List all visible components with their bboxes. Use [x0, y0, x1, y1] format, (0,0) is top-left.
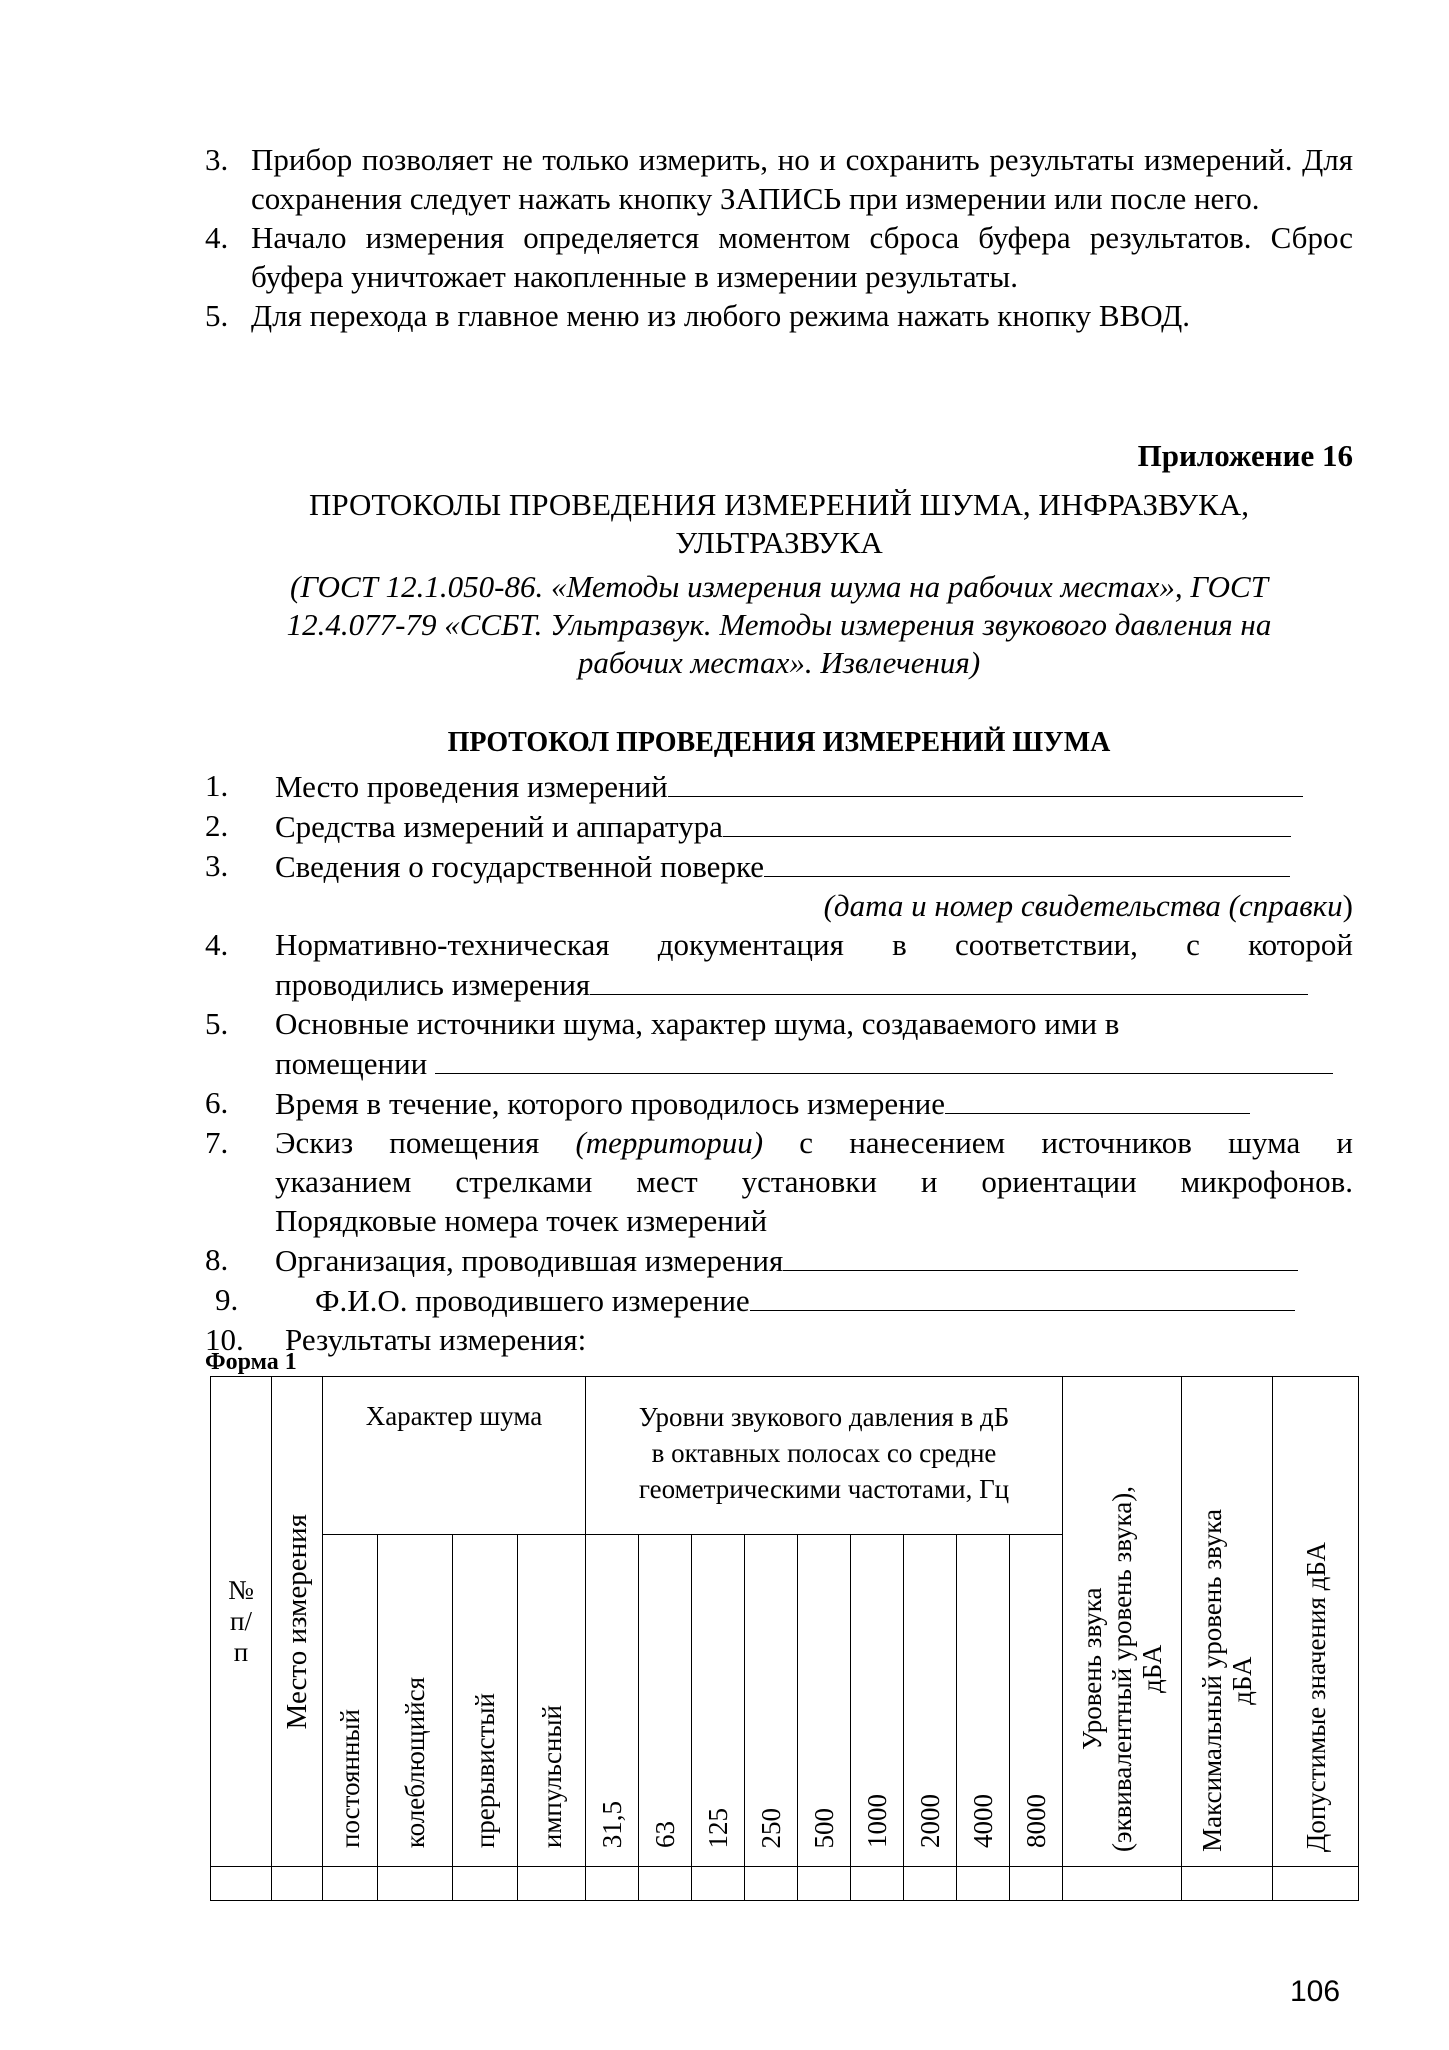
frequency-cell — [1010, 1535, 1063, 1867]
table-cell[interactable] — [904, 1867, 957, 1901]
sound-level-line: Уровень звука — [1077, 1587, 1107, 1751]
heading-subtitle-line: (ГОСТ 12.1.050-86. «Методы измерения шума на рабочих местах», ГОСТ — [290, 569, 1268, 604]
field-number: 9. — [215, 1282, 239, 1317]
spl-header-line: в октавных полосах со средне — [651, 1438, 997, 1468]
results-table — [210, 1376, 1359, 1901]
intro-item-number: 3. — [205, 142, 229, 177]
frequency-label: 8000 — [1021, 1794, 1051, 1848]
protocol-title: ПРОТОКОЛ ПРОВЕДЕНИЯ ИЗМЕРЕНИЙ ШУМА — [447, 727, 1111, 758]
max-level-label — [1197, 1509, 1257, 1852]
frequency-label: 2000 — [915, 1794, 945, 1848]
intro-item-number: 4. — [205, 220, 229, 255]
fill-line[interactable] — [435, 1043, 1333, 1074]
table-cell[interactable] — [378, 1867, 453, 1901]
noise-type-cell — [453, 1535, 518, 1867]
frequency-cell — [586, 1535, 639, 1867]
field-item — [205, 1123, 1353, 1240]
frequency-label: 500 — [809, 1807, 839, 1848]
table-cell[interactable] — [518, 1867, 586, 1901]
field-label: Сведения о государственной поверке — [275, 849, 764, 884]
field-item — [205, 846, 1353, 886]
table-cell[interactable] — [453, 1867, 518, 1901]
field-label-part: с нанесением источников шума и — [763, 1125, 1353, 1160]
field-number: 7. — [205, 1125, 229, 1160]
page-number: 106 — [1290, 1975, 1341, 2008]
table-cell[interactable] — [1182, 1867, 1273, 1901]
field-item — [205, 806, 1353, 846]
frequency-cell — [851, 1535, 904, 1867]
field-label-cont: указанием стрелками мест установки и ориентации микрофонов. — [275, 1164, 1353, 1199]
sound-level-header — [1063, 1377, 1182, 1867]
frequency-label: 250 — [756, 1807, 786, 1848]
fill-line[interactable] — [945, 1083, 1250, 1114]
table-cell[interactable] — [957, 1867, 1010, 1901]
field-number: 3. — [205, 848, 229, 883]
sound-level-line: дБА — [1137, 1644, 1167, 1694]
verification-note — [205, 886, 1353, 925]
table-cell[interactable] — [1010, 1867, 1063, 1901]
table-cell[interactable] — [272, 1867, 323, 1901]
field-number: 8. — [205, 1242, 229, 1277]
field-label-cont: проводились измерения — [275, 967, 591, 1002]
intro-item — [205, 296, 1353, 335]
fill-line[interactable] — [590, 964, 1308, 995]
field-number: 6. — [205, 1085, 229, 1120]
field-label-part: Эскиз помещения — [275, 1125, 576, 1160]
heading-subtitle-line: рабочих местах». Извлечения) — [577, 645, 981, 680]
field-number: 4. — [205, 927, 229, 962]
field-item — [205, 1004, 1353, 1083]
frequency-cell — [639, 1535, 692, 1867]
field-label: Средства измерений и аппаратура — [275, 809, 723, 844]
field-label: Результаты измерения: — [285, 1322, 587, 1357]
sound-level-label — [1077, 1486, 1167, 1852]
field-item — [205, 766, 1353, 806]
field-label: Основные источники шума, характер шума, создаваемого ими в — [275, 1006, 1120, 1041]
heading-subtitle-line: 12.4.077-79 «ССБТ. Ультразвук. Методы измерения звукового давления на — [286, 607, 1272, 642]
table-cell[interactable] — [1273, 1867, 1359, 1901]
verification-note-text: (дата и номер свидетельства (справки — [823, 888, 1343, 923]
table-cell[interactable] — [798, 1867, 851, 1901]
table-cell[interactable] — [323, 1867, 378, 1901]
frequency-cell — [798, 1535, 851, 1867]
spl-header-line: Уровни звукового давления в дБ — [638, 1402, 1010, 1432]
fill-line[interactable] — [750, 1280, 1295, 1311]
table-cell[interactable] — [745, 1867, 798, 1901]
frequency-cell — [692, 1535, 745, 1867]
field-number: 2. — [205, 808, 229, 843]
fill-line[interactable] — [764, 846, 1290, 877]
table-cell[interactable] — [211, 1867, 272, 1901]
verification-note-close: ) — [1342, 888, 1353, 923]
heading-subtitle — [205, 568, 1353, 682]
frequency-cell — [904, 1535, 957, 1867]
field-label: Время в течение, которого проводилось измерение — [275, 1086, 946, 1121]
field-label — [275, 1123, 1353, 1162]
intro-item-number: 5. — [205, 298, 229, 333]
spl-header-line: геометрическими частотами, Гц — [638, 1474, 1010, 1504]
noise-type-label: постоянный — [335, 1709, 365, 1848]
table-cell[interactable] — [639, 1867, 692, 1901]
field-item — [205, 925, 1353, 1004]
frequency-label: 4000 — [968, 1794, 998, 1848]
col-number-line: № — [228, 1575, 254, 1605]
fill-line[interactable] — [723, 806, 1291, 837]
frequency-label: 63 — [650, 1821, 680, 1848]
frequency-cell — [745, 1535, 798, 1867]
table-row — [211, 1867, 1359, 1901]
sound-level-line: (эквивалентный уровень звука), — [1107, 1485, 1137, 1852]
spl-header — [586, 1377, 1063, 1535]
field-label: Организация, проводившая измерения — [275, 1243, 784, 1278]
field-number: 10. — [205, 1322, 244, 1357]
intro-item-text: Прибор позволяет не только измерить, но и сохранить результаты измерений. Для сохранения следует нажать кнопку ЗАПИСЬ при измерении или после него. — [251, 142, 1353, 216]
intro-item — [205, 218, 1353, 296]
table-cell[interactable] — [586, 1867, 639, 1901]
allowed-label: Допустимые значения дБА — [1300, 1541, 1331, 1852]
col-place-header — [272, 1377, 323, 1867]
max-level-header — [1182, 1377, 1273, 1867]
table-cell[interactable] — [851, 1867, 904, 1901]
field-label-cont: помещении — [275, 1046, 428, 1081]
noise-type-label: прерывистый — [470, 1692, 500, 1848]
noise-type-label: импульсный — [536, 1704, 567, 1848]
field-number: 5. — [205, 1006, 229, 1041]
main-heading — [205, 486, 1353, 562]
noise-type-label: колеблющийся — [400, 1676, 430, 1848]
field-label-cont: Порядковые номера точек измерений — [275, 1203, 768, 1238]
max-level-line: Максимальный уровень звука — [1197, 1509, 1227, 1852]
col-place-label: Место измерения — [281, 1513, 313, 1730]
field-item — [205, 1320, 1353, 1359]
field-item — [205, 1240, 1353, 1280]
form-label: Форма 1 — [205, 1349, 297, 1375]
main-heading-line: ПРОТОКОЛЫ ПРОВЕДЕНИЯ ИЗМЕРЕНИЙ ШУМА, ИНФРАЗВУКА, — [309, 487, 1249, 522]
field-item — [205, 1280, 1353, 1320]
frequency-label: 125 — [703, 1807, 733, 1848]
table-cell[interactable] — [1063, 1867, 1182, 1901]
noise-type-cell — [518, 1535, 586, 1867]
frequency-label: 31,5 — [597, 1800, 627, 1848]
allowed-header — [1273, 1377, 1359, 1867]
frequency-label: 1000 — [862, 1794, 892, 1848]
noise-character-header: Характер шума — [323, 1377, 586, 1535]
intro-list — [205, 140, 1353, 335]
max-level-line: дБА — [1227, 1656, 1257, 1705]
col-number-line: п — [233, 1637, 249, 1667]
field-label-italic: (территории) — [575, 1125, 764, 1160]
fill-line[interactable] — [783, 1240, 1298, 1271]
noise-type-cell — [378, 1535, 453, 1867]
table-cell[interactable] — [692, 1867, 745, 1901]
intro-item-text: Для перехода в главное меню из любого режима нажать кнопку ВВОД. — [251, 298, 1191, 333]
fill-line[interactable] — [668, 766, 1303, 797]
frequency-cell — [957, 1535, 1010, 1867]
field-label: Нормативно-техническая документация в соответствии, с которой — [275, 927, 1353, 962]
field-number: 1. — [205, 768, 229, 803]
appendix-label: Приложение 16 — [1137, 438, 1353, 473]
col-number-header — [211, 1377, 272, 1867]
protocol-fields — [205, 766, 1353, 1359]
col-number-line: п/ — [230, 1606, 252, 1636]
field-item — [205, 1083, 1353, 1123]
intro-item-text: Начало измерения определяется моментом сброса буфера результатов. Сброс буфера уничтожает накопленные в измерении результаты. — [251, 220, 1353, 294]
main-heading-line: УЛЬТРАЗВУКА — [675, 525, 883, 560]
noise-type-cell — [323, 1535, 378, 1867]
field-label: Место проведения измерений — [275, 769, 668, 804]
intro-item — [205, 140, 1353, 218]
field-label: Ф.И.О. проводившего измерение — [315, 1283, 750, 1318]
